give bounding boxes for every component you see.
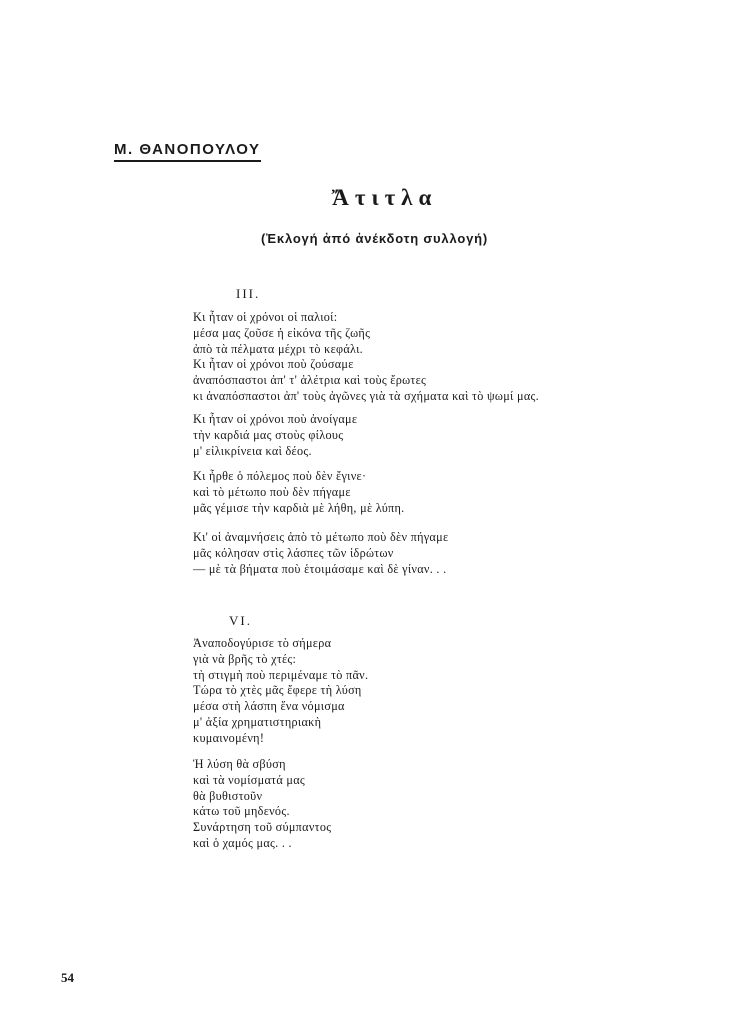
verse-line: μέσα μας ζοῦσε ἡ εἰκόνα τῆς ζωῆς bbox=[193, 325, 371, 340]
verse-line: κι ἀναπόσπαστοι ἀπ' τοὺς ἀγῶνες γιὰ τὰ σχήματα καὶ τὸ ψωμί μας. bbox=[193, 388, 539, 403]
verse-line: κάτω τοῦ μηδενός. bbox=[193, 804, 290, 819]
stanza-iii-2 bbox=[193, 412, 357, 459]
verse-line: Κι ἦρθε ὁ πόλεμος ποὺ δὲν ἔγινε· bbox=[193, 469, 367, 483]
poem-subtitle: (Ἐκλογή ἀπό ἀνέκδοτη συλλογή) bbox=[261, 231, 488, 246]
page-number: 54 bbox=[61, 970, 74, 985]
stanza-vi-2 bbox=[193, 757, 331, 852]
verse-line: Κι ἦταν οἱ χρόνοι ποὺ ἀνοίγαμε bbox=[193, 412, 358, 426]
verse-line: καὶ τὰ νομίσματά μας bbox=[193, 772, 306, 787]
verse-line: καὶ ὁ χαμός μας. . . bbox=[193, 835, 292, 850]
poem-title: Ἄτιτλα bbox=[331, 185, 438, 210]
stanza-iii-3 bbox=[193, 469, 405, 516]
author-name: Μ. ΘΑΝΟΠΟΥΛΟΥ bbox=[114, 141, 261, 162]
verse-line: Τώρα τὸ χτὲς μᾶς ἔφερε τὴ λύση bbox=[193, 683, 362, 698]
stanza-iii-1 bbox=[193, 310, 539, 405]
verse-line: μ' ἀξία χρηματιστηριακὴ bbox=[193, 714, 322, 729]
verse-line: κυμαινομένη! bbox=[193, 730, 265, 745]
verse-line: θὰ βυθιστοῦν bbox=[193, 788, 263, 803]
verse-line: Κι ἦταν οἱ χρόνοι ποὺ ζούσαμε bbox=[193, 357, 354, 372]
verse-line: μέσα στὴ λάσπη ἕνα νόμισμα bbox=[193, 699, 345, 714]
verse-line: καὶ τὸ μέτωπο ποὺ δὲν πήγαμε bbox=[193, 484, 351, 499]
verse-line: Ἀναποδογύρισε τὸ σήμερα bbox=[193, 636, 332, 650]
verse-line: Ἡ λύση θὰ σβύση bbox=[193, 757, 286, 771]
section-number-vi: VI. bbox=[229, 613, 252, 628]
stanza-vi-1 bbox=[193, 636, 368, 747]
stanza-iii-4 bbox=[193, 530, 448, 577]
verse-line: γιὰ νὰ βρῆς τὸ χτές: bbox=[193, 651, 297, 666]
verse-line: Κι ἦταν οἱ χρόνοι οἱ παλιοί: bbox=[193, 310, 338, 324]
verse-line: ἀναπόσπαστοι ἀπ' τ' ἀλέτρια καὶ τοὺς ἔρωτες bbox=[193, 373, 427, 388]
section-number-iii: III. bbox=[236, 286, 261, 301]
verse-line: τὴν καρδιά μας στοὺς φίλους bbox=[193, 427, 344, 442]
verse-line: Κι' οἱ ἀναμνήσεις ἀπὸ τὸ μέτωπο ποὺ δὲν πήγαμε bbox=[193, 530, 449, 544]
verse-line: ἀπὸ τὰ πέλματα μέχρι τὸ κεφάλι. bbox=[193, 341, 364, 356]
verse-line: — μὲ τὰ βήματα ποὺ ἑτοιμάσαμε καὶ δὲ γίναν. . . bbox=[193, 561, 447, 576]
verse-line: τὴ στιγμὴ ποὺ περιμέναμε τὸ πᾶν. bbox=[193, 667, 369, 682]
verse-line: μᾶς γέμισε τὴν καρδιὰ μὲ λήθη, μὲ λύπη. bbox=[193, 500, 405, 515]
verse-line: Συνάρτηση τοῦ σύμπαντος bbox=[193, 820, 332, 835]
verse-line: μᾶς κόλησαν στὶς λάσπες τῶν ἱδρώτων bbox=[193, 545, 394, 560]
verse-line: μ' εἰλικρίνεια καὶ δέος. bbox=[193, 443, 312, 458]
